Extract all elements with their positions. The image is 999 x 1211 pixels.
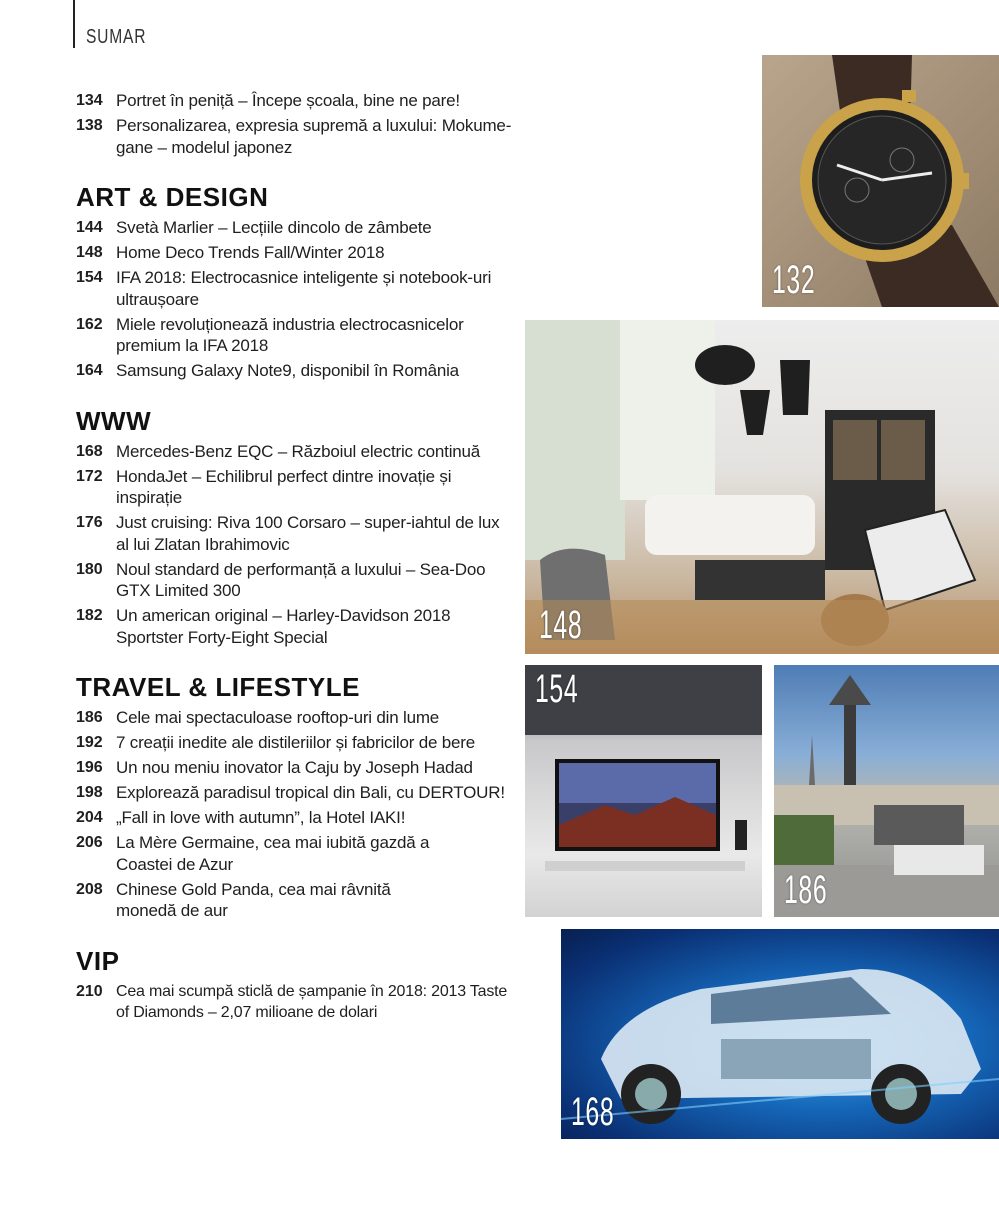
section-title: ART & DESIGN	[76, 182, 269, 212]
entry-page-number: 148	[76, 244, 103, 261]
photo-page-number: 154	[535, 667, 579, 711]
toc-entry[interactable]	[76, 314, 516, 357]
toc-entry[interactable]	[76, 115, 516, 158]
entry-page-number: 176	[76, 514, 103, 531]
section-vip	[76, 946, 516, 1024]
entry-title: La Mère Germaine, cea mai iubită gazdă a Coastei de Azur	[116, 833, 430, 874]
entry-page-number: 172	[76, 467, 103, 485]
toc-entry[interactable]	[76, 559, 516, 602]
entry-title: Noul standard de performanță a luxului – Sea-Doo GTX Limited 300	[116, 559, 486, 600]
toc-entry[interactable]	[76, 707, 516, 729]
entry-page-number: 164	[76, 362, 103, 379]
entry-page-number: 192	[76, 734, 103, 751]
entry-title: Un american original – Harley-Davidson 2018 Sportster Forty-Eight Special	[116, 606, 451, 647]
entry-title: „Fall in love with autumn”, la Hotel IAKI!	[116, 808, 406, 827]
entry-title: Chinese Gold Panda, cea mai râvnită monedă de aur	[116, 879, 391, 920]
entry-page-number: 204	[76, 809, 103, 826]
toc-entry[interactable]	[76, 360, 516, 382]
entry-page-number: 186	[76, 709, 103, 726]
entry-page-number: 144	[76, 219, 103, 236]
television-photo[interactable]	[525, 665, 762, 917]
toc-entry[interactable]	[76, 267, 516, 310]
toc-entry[interactable]	[76, 512, 516, 555]
header-rule	[73, 0, 75, 48]
toc-entry[interactable]	[76, 605, 516, 648]
entry-page-number: 196	[76, 759, 103, 776]
entry-title: Mercedes-Benz EQC – Războiul electric continuă	[116, 441, 481, 461]
section-travel-lifestyle	[76, 672, 516, 922]
toc-entry[interactable]	[76, 242, 516, 264]
toc-entry[interactable]	[76, 732, 516, 754]
entry-page-number: 162	[76, 315, 103, 333]
toc-entry[interactable]	[76, 441, 516, 463]
entry-page-number: 154	[76, 269, 103, 286]
section-www	[76, 406, 516, 649]
table-of-contents	[76, 90, 516, 1027]
living-room-illustration	[525, 320, 999, 654]
entry-page-number: 134	[76, 92, 103, 109]
photo-page-number: 168	[571, 1090, 615, 1134]
entry-title: Home Deco Trends Fall/Winter 2018	[116, 243, 385, 262]
toc-entry[interactable]	[76, 832, 516, 875]
toc-entry[interactable]	[76, 879, 516, 922]
electric-car-illustration	[561, 929, 999, 1139]
electric-car-photo[interactable]	[561, 929, 999, 1139]
page-header-label: SUMAR	[86, 26, 147, 48]
entry-title: Explorează paradisul tropical din Bali, cu DERTOUR!	[116, 783, 505, 802]
entry-title: Miele revoluționează industria electrocasnicelor premium la IFA 2018	[116, 314, 464, 355]
entry-page-number: 138	[76, 117, 103, 134]
entry-title: Portret în peniță – Începe școala, bine ne pare!	[116, 91, 460, 110]
toc-entry[interactable]	[76, 981, 516, 1024]
rooftop-photo[interactable]	[774, 665, 999, 917]
entry-page-number: 180	[76, 560, 103, 578]
entry-title: IFA 2018: Electrocasnice inteligente și notebook-uri ultraușoare	[116, 268, 492, 309]
entry-page-number: 208	[76, 880, 103, 898]
entry-title: 7 creații inedite ale distileriilor și fabricilor de bere	[116, 733, 475, 752]
toc-entry[interactable]	[76, 90, 516, 112]
entry-title: Cele mai spectaculoase rooftop-uri din lume	[116, 708, 440, 727]
entry-title: Personalizarea, expresia supremă a luxului: Mokume-gane – modelul japonez	[116, 116, 512, 157]
entry-title: HondaJet – Echilibrul perfect dintre inovație și inspirație	[116, 466, 452, 507]
section-title: TRAVEL & LIFESTYLE	[76, 672, 360, 702]
entry-title: Just cruising: Riva 100 Corsaro – super-iahtul de lux al lui Zlatan Ibrahimovic	[116, 513, 500, 554]
toc-entry[interactable]	[76, 807, 516, 829]
entry-title: Svetà Marlier – Lecțiile dincolo de zâmbete	[116, 218, 432, 237]
entry-page-number: 198	[76, 784, 103, 801]
entry-title: Cea mai scumpă sticlă de șampanie în 2018: 2013 Taste of Diamonds – 2,07 milioane de dolari	[116, 982, 508, 1021]
entry-page-number: 210	[76, 982, 103, 1000]
section-art-design	[76, 182, 516, 382]
toc-entry[interactable]	[76, 466, 516, 509]
photo-page-number: 186	[784, 868, 828, 912]
toc-entry[interactable]	[76, 782, 516, 804]
photo-page-number: 148	[539, 603, 583, 647]
entry-title: Samsung Galaxy Note9, disponibil în România	[116, 361, 459, 380]
photo-page-number: 132	[772, 258, 816, 302]
entry-page-number: 168	[76, 442, 103, 460]
watch-photo[interactable]	[762, 55, 999, 307]
toc-entry[interactable]	[76, 757, 516, 779]
intro-entries	[76, 90, 516, 158]
living-room-photo[interactable]	[525, 320, 999, 654]
entry-title: Un nou meniu inovator la Caju by Joseph Hadad	[116, 758, 473, 777]
section-title: WWW	[76, 405, 152, 436]
section-title: VIP	[76, 945, 120, 976]
entry-page-number: 182	[76, 607, 103, 624]
toc-entry[interactable]	[76, 217, 516, 239]
entry-page-number: 206	[76, 834, 103, 851]
